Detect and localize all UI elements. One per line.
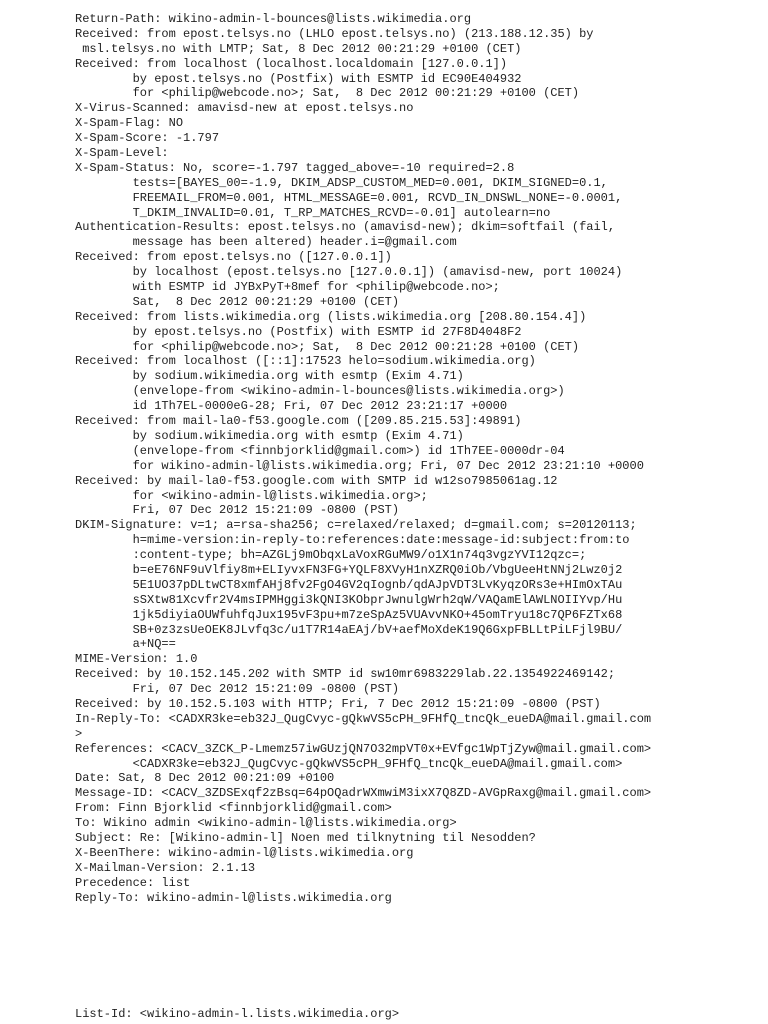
header-line: b=eE76NF9uVlfiy8m+ELIyvxFN3FG+YQLF8XVyH1nXZRQ0iOb/VbgUeeHtNNj2Lwz0j2 bbox=[75, 562, 623, 577]
header-line: :content-type; bh=AZGLj9mObqxLaVoxRGuMW9/o1X1n74q3vgzYVI12qzc=; bbox=[75, 548, 587, 563]
header-line: sSXtw81Xcvfr2V4msIPMHggi3kQNI3KObprJwnulgWrh2qW/VAQamElAWLNOIIYvp/Hu bbox=[75, 592, 623, 607]
header-line: From: Finn Bjorklid <finnbjorklid@gmail.com> bbox=[75, 801, 392, 816]
header-line: Received: from localhost ([::1]:17523 helo=sodium.wikimedia.org) bbox=[75, 354, 536, 369]
header-line: <CADXR3ke=eb32J_QugCvyc-gQkwVS5cPH_9FHfQ_tncQk_eueDA@mail.gmail.com> bbox=[75, 756, 623, 771]
header-line: Reply-To: wikino-admin-l@lists.wikimedia.org bbox=[75, 890, 392, 905]
header-line: a+NQ== bbox=[75, 637, 176, 652]
email-headers bbox=[75, 12, 651, 905]
header-line: Return-Path: wikino-admin-l-bounces@lists.wikimedia.org bbox=[75, 12, 472, 26]
header-line: X-Mailman-Version: 2.1.13 bbox=[75, 860, 256, 875]
header-line: msl.telsys.no with LMTP; Sat, 8 Dec 2012 00:21:29 +0100 (CET) bbox=[75, 41, 522, 56]
header-line: In-Reply-To: <CADXR3ke=eb32J_QugCvyc-gQkwVS5cPH_9FHfQ_tncQk_eueDA@mail.gmail.com bbox=[75, 711, 652, 726]
header-line: by epost.telsys.no (Postfix) with ESMTP id EC90E404932 bbox=[75, 71, 522, 86]
header-line: message has been altered) header.i=@gmail.com bbox=[75, 235, 457, 250]
header-line: Authentication-Results: epost.telsys.no (amavisd-new); dkim=softfail (fail, bbox=[75, 220, 616, 235]
header-line: by sodium.wikimedia.org with esmtp (Exim 4.71) bbox=[75, 428, 464, 443]
header-line: References: <CACV_3ZCK_P-Lmemz57iwGUzjQN7O32mpVT0x+EVfgc1WpTjZyw@mail.gmail.com> bbox=[75, 741, 652, 756]
header-line: X-Spam-Level: bbox=[75, 146, 169, 161]
header-line: by epost.telsys.no (Postfix) with ESMTP id 27F8D4048F2 bbox=[75, 324, 522, 339]
header-line: by sodium.wikimedia.org with esmtp (Exim 4.71) bbox=[75, 369, 464, 384]
header-line: Precedence: list bbox=[75, 875, 191, 890]
header-line: X-Spam-Score: -1.797 bbox=[75, 131, 220, 146]
header-line: for <philip@webcode.no>; Sat, 8 Dec 2012 00:21:29 +0100 (CET) bbox=[75, 86, 580, 101]
header-line: FREEMAIL_FROM=0.001, HTML_MESSAGE=0.001, RCVD_IN_DNSWL_NONE=-0.0001, bbox=[75, 190, 623, 205]
header-line: 1jk5diyiaOUWfuhfqJux195vF3pu+m7zeSpAz5VUAvvNKO+45omTryu18c7QP6FZTx68 bbox=[75, 607, 623, 622]
header-line: Received: from localhost (localhost.localdomain [127.0.0.1]) bbox=[75, 56, 508, 71]
header-line: Received: by 10.152.5.103 with HTTP; Fri, 7 Dec 2012 15:21:09 -0800 (PST) bbox=[75, 696, 601, 711]
header-line: Received: from lists.wikimedia.org (lists.wikimedia.org [208.80.154.4]) bbox=[75, 309, 587, 324]
header-line: Received: by mail-la0-f53.google.com with SMTP id w12so7985061ag.12 bbox=[75, 473, 558, 488]
header-line: for <wikino-admin-l@lists.wikimedia.org>; bbox=[75, 488, 428, 503]
header-line: To: Wikino admin <wikino-admin-l@lists.wikimedia.org> bbox=[75, 816, 457, 831]
header-line: Received: from epost.telsys.no ([127.0.0.1]) bbox=[75, 250, 392, 265]
header-line: Sat, 8 Dec 2012 00:21:29 +0100 (CET) bbox=[75, 294, 400, 309]
header-line: Fri, 07 Dec 2012 15:21:09 -0800 (PST) bbox=[75, 503, 400, 518]
header-line: > bbox=[75, 726, 83, 741]
header-line: Received: from epost.telsys.no (LHLO epost.telsys.no) (213.188.12.35) by bbox=[75, 26, 594, 41]
header-line: T_DKIM_INVALID=0.01, T_RP_MATCHES_RCVD=-0.01] autolearn=no bbox=[75, 205, 551, 220]
header-line: by localhost (epost.telsys.no [127.0.0.1]) (amavisd-new, port 10024) bbox=[75, 265, 623, 280]
header-line: Fri, 07 Dec 2012 15:21:09 -0800 (PST) bbox=[75, 682, 400, 697]
header-line: SB+0z3zsUeOEK8JLvfq3c/u1T7R14aEAj/bV+aefMoXdeK19Q6GxpFBLLtPiLFjl9BU/ bbox=[75, 622, 623, 637]
header-line: X-Virus-Scanned: amavisd-new at epost.telsys.no bbox=[75, 101, 414, 116]
header-line: with ESMTP id JYBxPyT+8mef for <philip@webcode.no>; bbox=[75, 280, 500, 295]
header-line: 5E1UO37pDLtwCT8xmfAHj8fv2FgO4GV2qIognb/qdAJpVDT3LvKyqzORs3e+HImOxTAu bbox=[75, 577, 623, 592]
header-line: tests=[BAYES_00=-1.9, DKIM_ADSP_CUSTOM_MED=0.001, DKIM_SIGNED=0.1, bbox=[75, 175, 608, 190]
header-line: (envelope-from <finnbjorklid@gmail.com>) id 1Th7EE-0000dr-04 bbox=[75, 443, 565, 458]
header-line: X-BeenThere: wikino-admin-l@lists.wikimedia.org bbox=[75, 845, 414, 860]
header-line: Received: by 10.152.145.202 with SMTP id sw10mr6983229lab.22.1354922469142; bbox=[75, 667, 616, 682]
header-line: Subject: Re: [Wikino-admin-l] Noen med tilknytning til Nesodden? bbox=[75, 830, 536, 845]
header-line: Received: from mail-la0-f53.google.com ([209.85.215.53]:49891) bbox=[75, 414, 522, 429]
header-line: Date: Sat, 8 Dec 2012 00:21:09 +0100 bbox=[75, 771, 335, 786]
header-line: for wikino-admin-l@lists.wikimedia.org; Fri, 07 Dec 2012 23:21:10 +0000 bbox=[75, 458, 644, 473]
header-line: DKIM-Signature: v=1; a=rsa-sha256; c=relaxed/relaxed; d=gmail.com; s=20120113; bbox=[75, 518, 637, 533]
list-id-header: List-Id: <wikino-admin-l.lists.wikimedia.org> bbox=[75, 1007, 400, 1021]
header-line: MIME-Version: 1.0 bbox=[75, 652, 198, 667]
header-line: Message-ID: <CACV_3ZDSExqf2zBsq=64pOQadrWXmwiM3ixX7Q8ZD-AVGpRaxg@mail.gmail.com> bbox=[75, 786, 652, 801]
header-line: id 1Th7EL-0000eG-28; Fri, 07 Dec 2012 23:21:17 +0000 bbox=[75, 399, 508, 414]
header-line: X-Spam-Flag: NO bbox=[75, 116, 184, 131]
header-line: h=mime-version:in-reply-to:references:date:message-id:subject:from:to bbox=[75, 533, 630, 548]
header-line: (envelope-from <wikino-admin-l-bounces@lists.wikimedia.org>) bbox=[75, 384, 565, 399]
header-line: for <philip@webcode.no>; Sat, 8 Dec 2012 00:21:28 +0100 (CET) bbox=[75, 339, 580, 354]
header-line: X-Spam-Status: No, score=-1.797 tagged_above=-10 required=2.8 bbox=[75, 160, 515, 175]
